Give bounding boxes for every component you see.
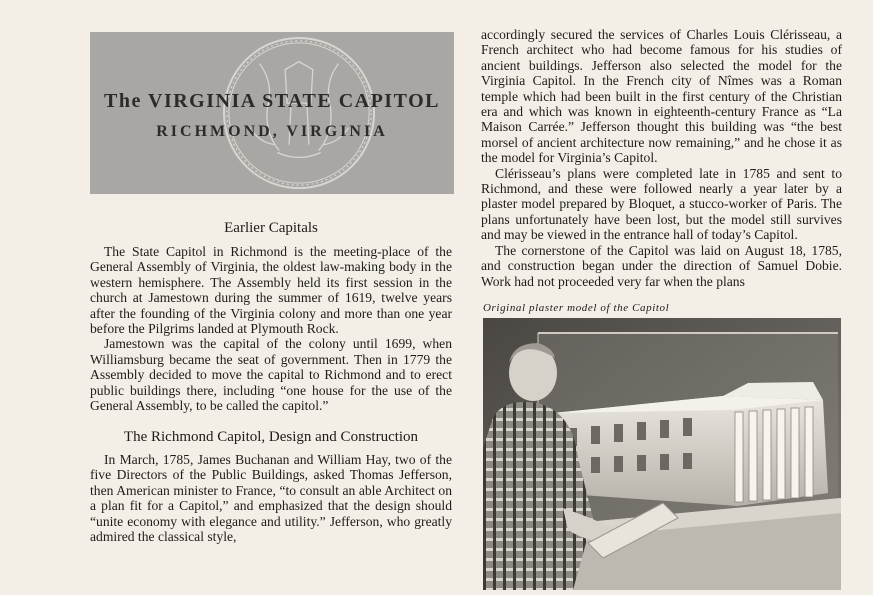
paragraph: accordingly secured the services of Charles Louis Clérisseau, a French architect who had become famous for his studies of ancient buildings. Jefferson also selected the model for the Virginia Capitol. In the French city of Nîmes was a Roman temple which had been built in the first century of the Christian era and which was known in eighteenth-century France as “La Maison Carrée.” Jefferson thought this building was “the best morsel of ancient architecture now remaining,” and he chose it as the model for Virginia’s Capitol. xyxy=(481,27,842,166)
virginia-seal-icon xyxy=(220,34,378,192)
photo-caption: Original plaster model of the Capitol xyxy=(483,302,670,314)
section-heading-design-construction: The Richmond Capitol, Design and Construction xyxy=(123,429,419,445)
title-banner xyxy=(90,32,454,194)
paragraph: Clérisseau’s plans were completed late in 1785 and sent to Richmond, and these were followed nearly a year later by a plaster model prepared by Bloquet, a stucco-worker of Paris. The plans unfortunately have been lost, but the model still survives and may be viewed in the entrance hall of today’s Capitol. xyxy=(481,165,842,243)
paragraph: The cornerstone of the Capitol was laid on August 18, 1785, and construction began under the direction of Samuel Dobie. Work had not proceeded very far when the plans xyxy=(481,242,842,289)
photo-illustration xyxy=(483,318,841,590)
capitol-model-photo xyxy=(483,318,841,590)
paragraph: In March, 1785, James Buchanan and William Hay, two of the five Directors of the Public Buildings, asked Thomas Jefferson, then American minister to France, “to consult an able Architect on a plan fit for a Capitol,” and emphasized that the design should “unite economy with elegance and utility.” Jefferson, who greatly admired the classical style, xyxy=(90,452,452,545)
left-column-section2 xyxy=(90,452,452,544)
left-column-section1 xyxy=(90,244,452,413)
right-column xyxy=(481,27,842,289)
banner-subtitle: RICHMOND, VIRGINIA xyxy=(156,123,388,140)
paragraph: Jamestown was the capital of the colony until 1699, when Williamsburg became the seat of government. Then in 1779 the Assembly decided to move the capital to Richmond and to erect public buildings there, including “one house for the use of the General Assembly, to be called the capitol.” xyxy=(90,336,452,414)
paragraph: The State Capitol in Richmond is the meeting-place of the General Assembly of Virginia, the oldest law-making body in the western hemisphere. The Assembly held its first session in the church at Jamestown during the summer of 1619, twelve years after the founding of the Virginia colony and more than one year before the Pilgrims landed at Plymouth Rock. xyxy=(90,244,452,337)
section-heading-earlier-capitals: Earlier Capitals xyxy=(224,220,318,236)
banner-title: The VIRGINIA STATE CAPITOL xyxy=(104,90,440,112)
